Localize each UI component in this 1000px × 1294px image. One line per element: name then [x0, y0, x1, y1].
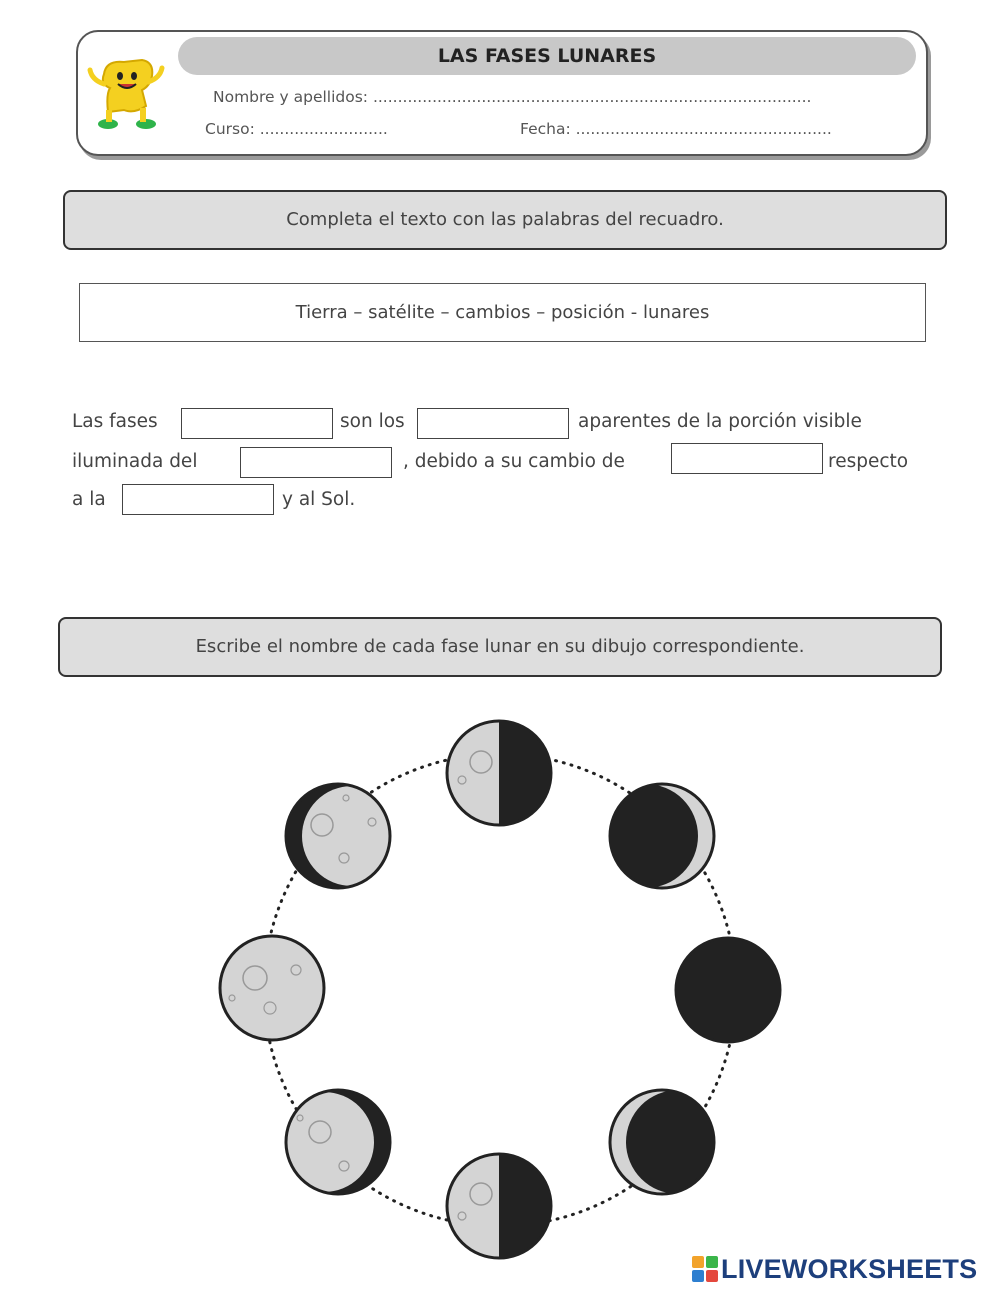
answer-blank-3[interactable]: [240, 447, 392, 478]
moon-phase-bottom[interactable]: [447, 1150, 559, 1260]
instruction-name-phases: Escribe el nombre de cada fase lunar en su dibujo correspondiente.: [58, 617, 942, 677]
answer-blank-1[interactable]: [181, 408, 333, 439]
liveworksheets-logo: [692, 1252, 977, 1286]
answer-blank-4[interactable]: [671, 443, 823, 474]
moon-phase-bottom-right[interactable]: [610, 1090, 730, 1194]
paragraph-text: respecto: [828, 451, 909, 472]
mascot-icon: [84, 54, 170, 134]
paragraph-text: a la: [72, 489, 106, 510]
logo-icon: [692, 1256, 718, 1282]
paragraph-text: y al Sol.: [282, 489, 356, 510]
paragraph-text: , debido a su cambio de: [403, 451, 625, 472]
answer-blank-5[interactable]: [122, 484, 274, 515]
moon-phase-bottom-left[interactable]: [274, 1090, 390, 1194]
name-field[interactable]: Nombre y apellidos: .........................................................................................: [213, 88, 812, 106]
header-card: [76, 30, 928, 156]
word-bank: Tierra – satélite – cambios – posición - lunares: [79, 283, 926, 342]
moon-phase-left[interactable]: [220, 936, 324, 1040]
paragraph-text: Las fases: [72, 411, 158, 432]
page-title: LAS FASES LUNARES: [178, 37, 916, 75]
instruction-complete-text: Completa el texto con las palabras del recuadro.: [63, 190, 947, 250]
moon-phase-top-right[interactable]: [594, 784, 714, 888]
answer-blank-2[interactable]: [417, 408, 569, 439]
paragraph-text: son los: [340, 411, 405, 432]
moon-phase-top[interactable]: [447, 715, 559, 835]
logo-text: LIVEWORKSHEETS: [721, 1253, 978, 1284]
date-field[interactable]: Fecha: ....................................................: [520, 120, 832, 138]
paragraph-text: aparentes de la porción visible: [578, 411, 862, 432]
paragraph-text: iluminada del: [72, 451, 198, 472]
moon-phases-diagram: [0, 690, 1000, 1260]
moon-phase-right[interactable]: [676, 938, 780, 1042]
moon-phase-top-left[interactable]: [286, 784, 402, 888]
course-field[interactable]: Curso: ..........................: [205, 120, 388, 138]
